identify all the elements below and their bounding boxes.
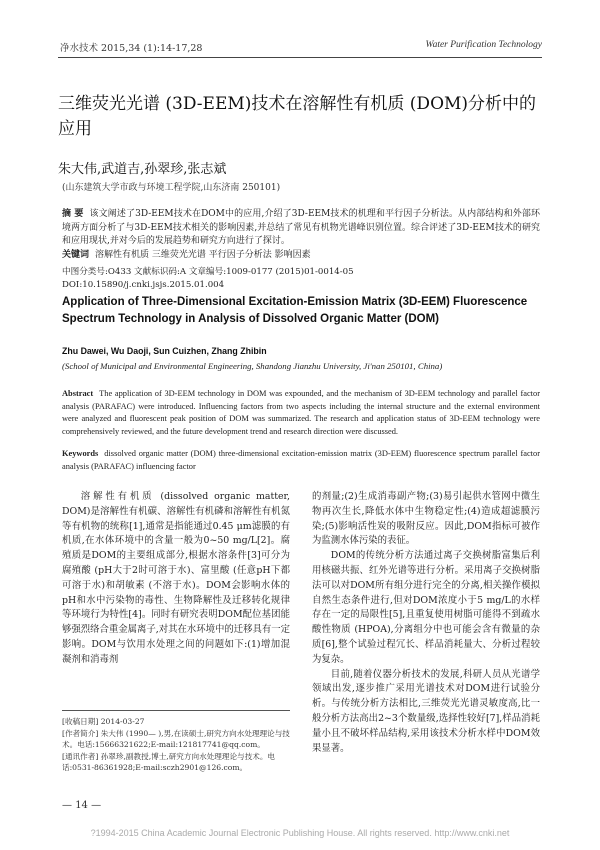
keywords-en-label: Keywords xyxy=(62,449,99,458)
authors-en: Zhu Dawei, Wu Daoji, Sun Cuizhen, Zhang Zhibin xyxy=(62,346,267,356)
footnote-rule xyxy=(62,710,290,711)
keywords-cn xyxy=(62,249,540,263)
affiliation-en: (School of Municipal and Environmental Engineering, Shandong Jianzhu University, Ji'nan 250101, China) xyxy=(62,361,443,371)
body-column-right xyxy=(312,490,540,756)
authors-cn: 朱大伟,武道吉,孙翠珍,张志斌 xyxy=(58,162,227,177)
keywords-en-text: dissolved organic matter (DOM) three-dimensional excitation-emission matrix (3D-EEM) fluorescence spectrum parallel factor analysis (PARAFAC) influencing factor xyxy=(62,449,540,471)
copyright-watermark: ?1994-2015 China Academic Journal Electronic Publishing House. All rights reserved. http://www.cnki.net xyxy=(90,828,510,838)
journal-header-en: Water Purification Technology xyxy=(425,40,542,50)
body-paragraph: DOM的传统分析方法通过离子交换树脂富集后利用核磁共振、红外光谱等进行分析。采用离子交换树脂法可以对DOM所有组分进行完全的分离,相关操作模拟自然生态条件进行,但对DOM浓度小于5 mg/L的水样存在一定的局限性[5],且重复使用树脂可能得不到疏水酸性物质 (HPOA),分离组分中也可能会含有微量的杂质[6],整个试验过程冗长、样品消耗量大、分析过程较为复杂。 xyxy=(312,550,540,665)
page-number: — 14 — xyxy=(62,800,102,811)
journal-header-cn: 净水技术 2015,34 (1):14-17,28 xyxy=(60,43,203,54)
article-title-en: Application of Three-Dimensional Excitation-Emission Matrix (3D-EEM) Fluorescence Spectrum Technology in Analysis of Dissolved Organic Matter (DOM) xyxy=(62,296,528,325)
body-paragraph: 目前,随着仪器分析技术的发展,科研人员从光谱学领域出发,逐步推广采用光谱技术对DOM进行试验分析。与传统分析方法相比,三维荧光光谱灵敏度高,比一般分析方法高出2~3个数量级,选择性较好[7],样品消耗量小且不破坏样品结构,采用该技术分析水样中DOM效果显著。 xyxy=(312,668,540,754)
abstract-en-label: Abstract xyxy=(62,389,94,398)
header-rule xyxy=(58,57,542,58)
footnote-received: [收稿日期] 2014-03-27 xyxy=(62,717,145,726)
article-title-cn: 三维荧光光谱 (3D-EEM)技术在溶解性有机质 (DOM)分析中的应用 xyxy=(58,94,537,139)
keywords-cn-text: 溶解性有机质 三维荧光光谱 平行因子分析法 影响因素 xyxy=(95,249,311,260)
body-paragraph: 的剂量;(2)生成消毒副产物;(3)易引起供水管网中微生物再次生长,降低水体中生物稳定性;(4)造成超滤膜污染;(5)影响活性炭的吸附反应。因此,DOM指标可被作为监测水体污染的表征。 xyxy=(312,491,540,547)
footnote-author-intro: [作者简介] 朱大伟 (1990— ),男,在读硕士,研究方向水处理理论与技术。电话:15666321622;E-mail:121817741@qq.com。 xyxy=(62,728,290,750)
abstract-en-text: The application of 3D-EEM technology in DOM was expounded, and the mechanism of 3D-EEM technology and parallel factor analysis (PARAFAC) were introduced. Influencing factors from two aspects including the internal structure and the external environment were analyzed and fluorescent peak position of DOM was summarized. The research and application status of 3D-EEM technology were comprehensively reviewed, and the future development trend and research direction were discussed. xyxy=(62,389,540,436)
classification-line: 中图分类号:O433 文献标识码:A 文章编号:1009-0177 (2015)01-0014-05 xyxy=(62,267,354,277)
keywords-en xyxy=(62,448,540,473)
footnote-corresponding: [通讯作者] 孙翠珍,副教授,博士,研究方向水处理理论与技术。电话:0531-86361928;E-mail:sczh2901@126.com。 xyxy=(62,751,276,773)
abstract-en xyxy=(62,388,540,438)
page-number-value: 14 xyxy=(75,800,88,811)
body-paragraph: 溶解性有机质 (dissolved organic matter, DOM)是溶解性有机碳、溶解性有机磷和溶解性有机氮等有机物的统称[1],通常是指能通过0.45 μm滤膜的有机质,在水体环境中的含量一般为0~50 mg/L[2]。腐殖质是DOM的主要组成部分,根据水溶条件[3]可分为腐殖酸 (pH大于2时可溶于水)、富里酸 (任意pH下都可溶于水)和胡敏素 (不溶于水)。DOM会影响水体的pH和水中污染物的毒性、生物降解性及迁移转化规律等环境行为特性[4]。同时有研究表明DOM配位基团能够强烈络合重金属离子,对其在水环境中的迁移具有一定影响。DOM与饮用水处理之间的问题如下:(1)增加混凝剂和消毒剂 xyxy=(62,491,290,665)
keywords-cn-label: 关键词 xyxy=(62,249,90,260)
doi-line: DOI:10.15890/j.cnki.jsjs.2015.01.004 xyxy=(62,280,225,290)
affiliation-cn: (山东建筑大学市政与环境工程学院,山东济南 250101) xyxy=(62,183,281,193)
abstract-cn-text: 该文阐述了3D-EEM技术在DOM中的应用,介绍了3D-EEM技术的机理和平行因子分析法。从内部结构和外部环境两方面分析了与3D-EEM技术相关的影响因素,并总结了常见有机物光谱峰识别位置。综合评述了3D-EEM技术的研究和应用现状,并对今后的发展趋势和研究方向进行了探讨。 xyxy=(62,209,541,246)
abstract-cn xyxy=(62,208,540,262)
abstract-cn-label: 摘 要 xyxy=(62,209,84,219)
footnotes xyxy=(62,716,290,774)
body-column-left xyxy=(62,490,290,668)
